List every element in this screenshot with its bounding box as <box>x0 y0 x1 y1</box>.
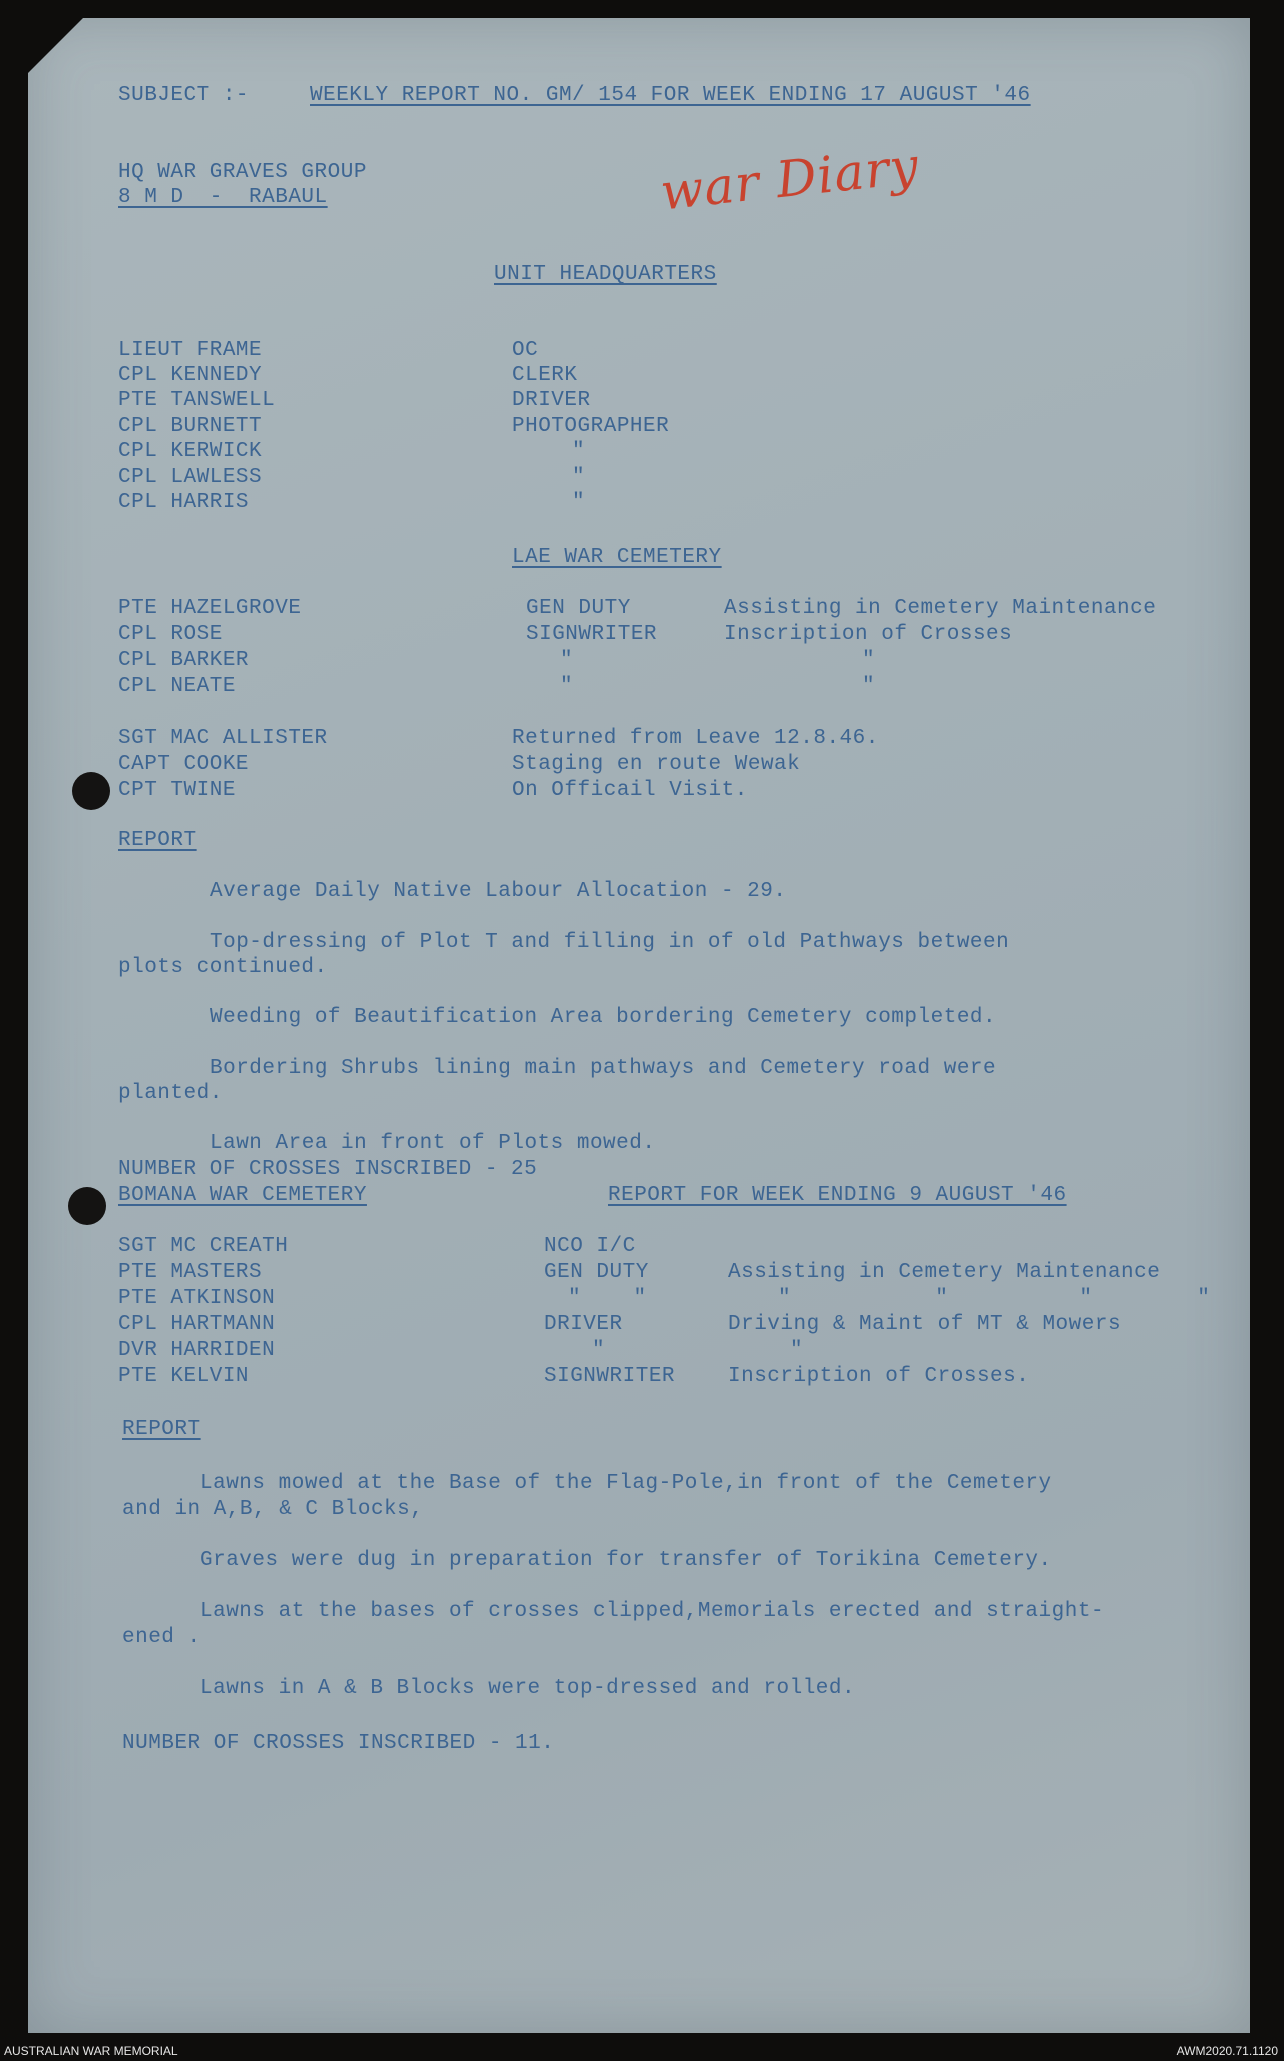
lae-role: SIGNWRITER <box>526 623 658 646</box>
hq-name: CPL KENNEDY <box>118 364 263 387</box>
hq-role: DRIVER <box>512 389 591 412</box>
lae-role: GEN DUTY <box>526 597 631 620</box>
hq-name: CPL HARRIS <box>118 491 250 514</box>
report-line: Lawns in A & B Blocks were top-dressed and rolled. <box>200 1677 856 1700</box>
footer-reference: AWM2020.71.1120 <box>1176 2044 1278 2058</box>
report-line: Lawn Area in front of Plots mowed. <box>210 1132 656 1155</box>
section-heading-hq: UNIT HEADQUARTERS <box>494 263 717 286</box>
lae-name: CPL BARKER <box>118 649 250 672</box>
hq-name: CPL BURNETT <box>118 415 263 438</box>
section-heading-bomana: BOMANA WAR CEMETERY <box>118 1184 367 1207</box>
hq-name: PTE TANSWELL <box>118 389 276 412</box>
hq-name: LIEUT FRAME <box>118 339 263 362</box>
punch-hole-top <box>72 772 110 810</box>
lae-other-status: On Officail Visit. <box>512 779 748 802</box>
lae-crosses-inscribed: NUMBER OF CROSSES INSCRIBED - 25 <box>118 1158 538 1181</box>
bomana-role: GEN DUTY <box>544 1261 649 1284</box>
lae-other-status: Staging en route Wewak <box>512 753 801 776</box>
bomana-task: Inscription of Crosses. <box>728 1365 1030 1388</box>
torn-corner <box>28 18 83 73</box>
report-line: Weeding of Beautification Area bordering Cemetery completed. <box>210 1006 997 1029</box>
bomana-task: " " " " <box>778 1287 1211 1310</box>
bomana-task: Driving & Maint of MT & Mowers <box>728 1313 1122 1336</box>
bomana-role: " " <box>568 1287 647 1310</box>
report-line: Average Daily Native Labour Allocation - 29. <box>210 880 787 903</box>
bomana-role: SIGNWRITER <box>544 1365 676 1388</box>
bomana-crosses-inscribed: NUMBER OF CROSSES INSCRIBED - 11. <box>122 1732 555 1755</box>
bomana-role: " <box>592 1339 606 1362</box>
report-line: Lawns at the bases of crosses clipped,Memorials erected and straight- <box>200 1600 1105 1623</box>
bomana-name: PTE MASTERS <box>118 1261 263 1284</box>
report-line: Bordering Shrubs lining main pathways and Cemetery road were <box>210 1057 997 1080</box>
hq-name: CPL KERWICK <box>118 440 263 463</box>
lae-role: " <box>560 675 574 698</box>
hq-role: " <box>572 491 586 514</box>
hq-role: " <box>572 466 586 489</box>
report-line: planted. <box>118 1082 223 1105</box>
lae-other-name: SGT MAC ALLISTER <box>118 727 328 750</box>
lae-task: Inscription of Crosses <box>724 623 1013 646</box>
report-line: plots continued. <box>118 956 328 979</box>
bomana-task: " <box>790 1339 804 1362</box>
hq-name: CPL LAWLESS <box>118 466 263 489</box>
report-line: Graves were dug in preparation for transfer of Torikina Cemetery. <box>200 1549 1052 1572</box>
bomana-name: SGT MC CREATH <box>118 1235 289 1258</box>
hq-role: CLERK <box>512 364 578 387</box>
report-line: Top-dressing of Plot T and filling in of old Pathways between <box>210 931 1010 954</box>
lae-task: " <box>862 649 876 672</box>
section-heading-lae: LAE WAR CEMETERY <box>512 546 722 569</box>
bomana-name: PTE ATKINSON <box>118 1287 276 1310</box>
punch-hole-bottom <box>68 1187 106 1225</box>
bomana-report-heading: REPORT <box>122 1418 201 1441</box>
lae-name: CPL ROSE <box>118 623 223 646</box>
lae-name: CPL NEATE <box>118 675 236 698</box>
bomana-role: NCO I/C <box>544 1235 636 1258</box>
lae-other-status: Returned from Leave 12.8.46. <box>512 727 879 750</box>
handwritten-annotation: war Diary <box>657 136 922 222</box>
bomana-name: PTE KELVIN <box>118 1365 250 1388</box>
hq-role: " <box>572 440 586 463</box>
report-line: ened . <box>122 1626 201 1649</box>
subject-text: WEEKLY REPORT NO. GM/ 154 FOR WEEK ENDING 17 AUGUST '46 <box>310 84 1031 107</box>
lae-name: PTE HAZELGROVE <box>118 597 302 620</box>
report-line: and in A,B, & C Blocks, <box>122 1498 424 1521</box>
hq-role: OC <box>512 339 539 362</box>
lae-task: " <box>862 675 876 698</box>
lae-other-name: CAPT COOKE <box>118 753 250 776</box>
bomana-week: REPORT FOR WEEK ENDING 9 AUGUST '46 <box>608 1184 1067 1207</box>
unit-line-1: HQ WAR GRAVES GROUP <box>118 161 367 184</box>
lae-report-heading: REPORT <box>118 829 197 852</box>
lae-task: Assisting in Cemetery Maintenance <box>724 597 1157 620</box>
subject-label: SUBJECT :- <box>118 84 250 107</box>
report-line: Lawns mowed at the Base of the Flag-Pole,in front of the Cemetery <box>200 1472 1052 1495</box>
footer-source: AUSTRALIAN WAR MEMORIAL <box>4 2044 178 2058</box>
bomana-role: DRIVER <box>544 1313 623 1336</box>
lae-role: " <box>560 649 574 672</box>
bomana-task: Assisting in Cemetery Maintenance <box>728 1261 1161 1284</box>
unit-line-2: 8 M D - RABAUL <box>118 186 328 209</box>
bomana-name: CPL HARTMANN <box>118 1313 276 1336</box>
bomana-name: DVR HARRIDEN <box>118 1339 276 1362</box>
hq-role: PHOTOGRAPHER <box>512 415 670 438</box>
lae-other-name: CPT TWINE <box>118 779 236 802</box>
